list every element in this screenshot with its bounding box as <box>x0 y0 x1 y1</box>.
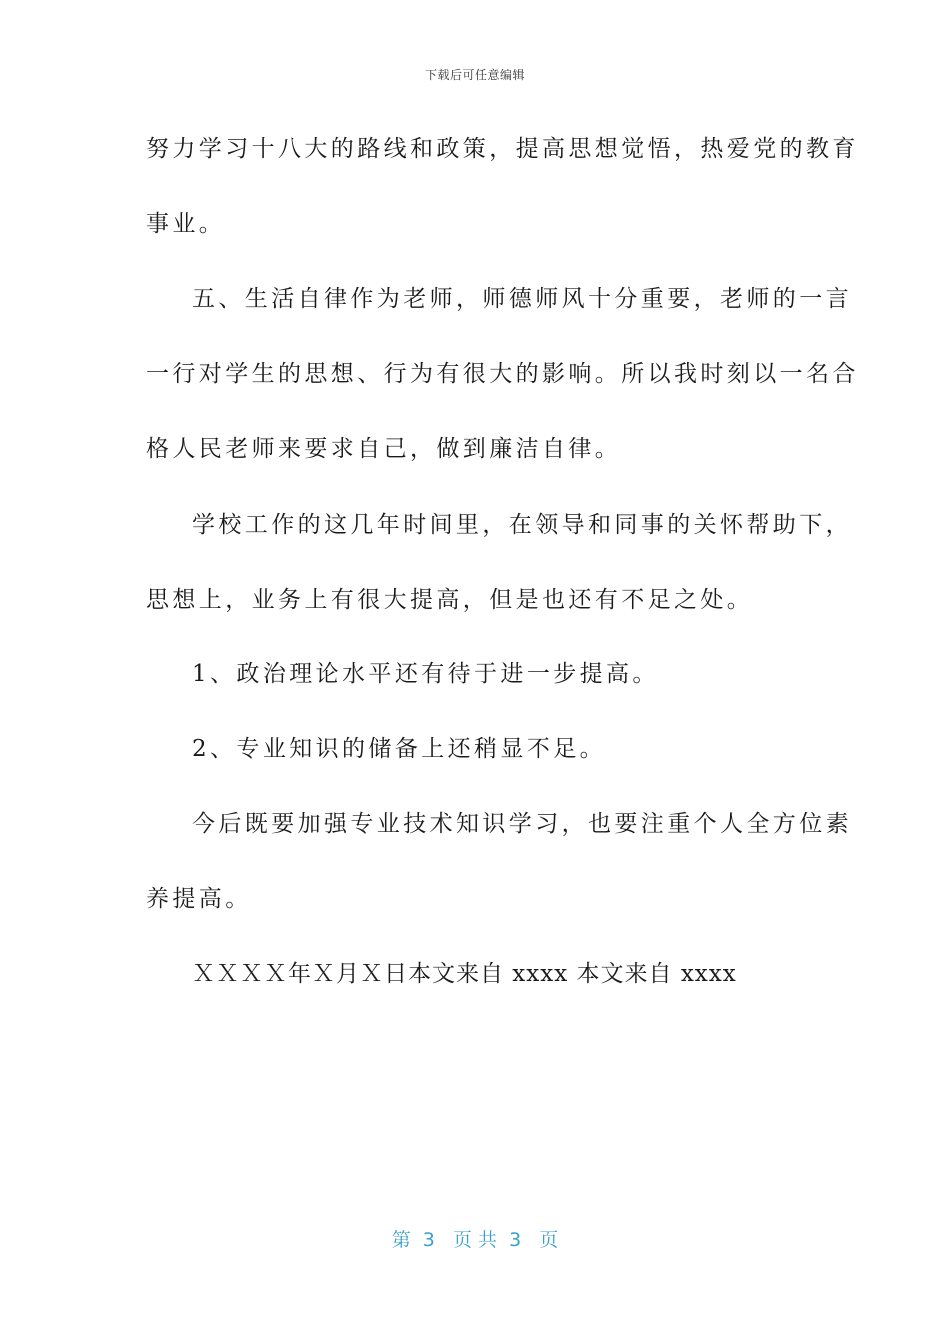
body-line-10: 今后既要加强专业技术知识学习，也要注重个人全方位素 <box>192 811 852 837</box>
list-item-1: 1、政治理论水平还有待于进一步提高。 <box>192 661 659 687</box>
body-line-11: 养提高。 <box>146 886 252 912</box>
body-line-1: 努力学习十八大的路线和政策，提高思想觉悟，热爱党的教育 <box>146 136 859 162</box>
date-signature-line: ＸＸＸＸ年Ｘ月Ｘ日本文来自 xxxx 本文来自 xxxx <box>192 961 737 987</box>
body-line-5: 格人民老师来要求自己，做到廉洁自律。 <box>146 436 622 462</box>
body-line-6: 学校工作的这几年时间里，在领导和同事的关怀帮助下， <box>192 512 852 538</box>
body-line-4: 一行对学生的思想、行为有很大的影响。所以我时刻以一名合 <box>146 361 859 387</box>
page-header-note: 下载后可任意编辑 <box>424 68 525 82</box>
body-line-7: 思想上，业务上有很大提高，但是也还有不足之处。 <box>146 587 754 613</box>
list-item-2: 2、专业知识的储备上还稍显不足。 <box>192 736 607 762</box>
page-number-footer: 第 3 页 共 3 页 <box>391 1229 559 1251</box>
body-line-3: 五、生活自律作为老师，师德师风十分重要，老师的一言 <box>192 286 852 312</box>
body-line-2: 事业。 <box>146 211 226 237</box>
